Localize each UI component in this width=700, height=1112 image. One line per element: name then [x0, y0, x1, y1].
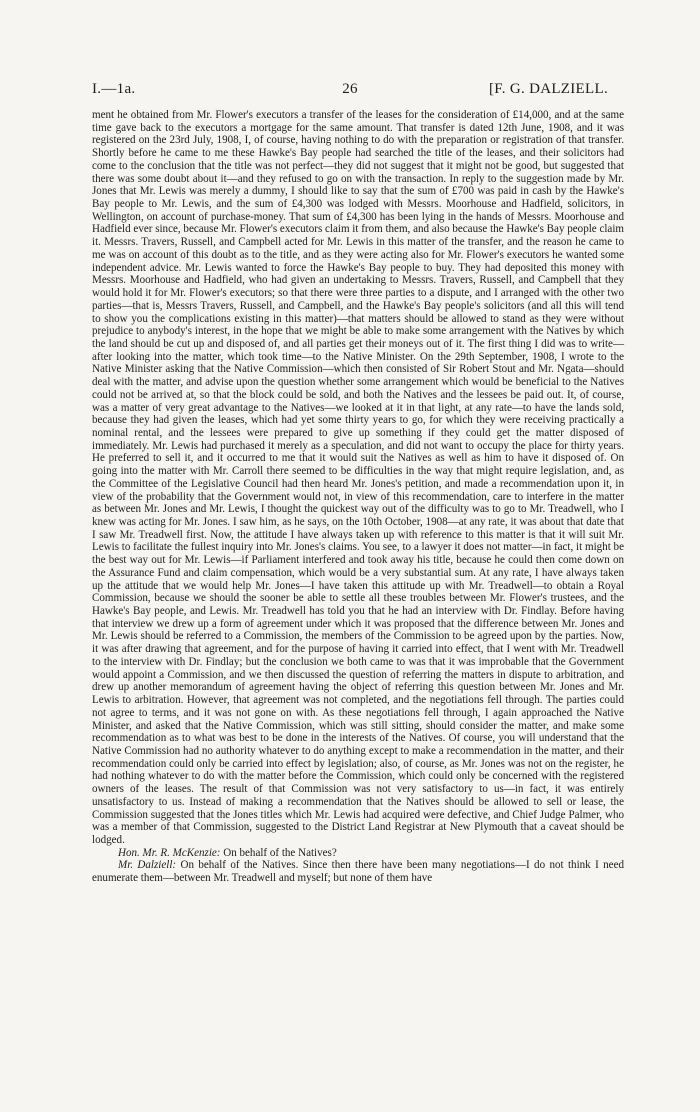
paragraph-main: [92, 109, 624, 847]
paragraph-dalziell-answer: [92, 859, 624, 884]
speaker-label-mckenzie: Hon. Mr. R. McKenzie:: [118, 846, 221, 859]
paragraph-mckenzie-question: [92, 847, 624, 860]
speaker-label-dalziell: Mr. Dalziell:: [118, 859, 177, 872]
header-page-number: 26: [342, 81, 358, 97]
paragraph-main-text: ment he obtained from Mr. Flower's executors a transfer of the leases for the consideration of £14,000, and at the same time gave back to the executors a mortgage for the same amount. That transfer is dated 12th June, 1908, and it was registered on the 23rd July, 1908, I, of course, having nothing to do with the preparation or registration of that transfer. Shortly before he came to me these Hawke's Bay people had searched the title of the leases, and their solicitors had come to the conclusion that the title was not perfect—they did not suggest that it might not be good, but suggested that there was some doubt about it—and they refused to go on with the transaction. In reply to the suggestion made by Mr. Jones that Mr. Lewis was merely a dummy, I should like to say that the sum of £700 was paid in cash by the Hawke's Bay people to Mr. Lewis, and the sum of £4,300 was lodged with Messrs. Moorhouse and Hadfield, solicitors, in Wellington, on account of purchase-money. That sum of £4,300 has been lying in the hands of Messrs. Moorhouse and Hadfield ever since, because Mr. Flower's executors claim it from them, and also because the Hawke's Bay people claim it. Messrs. Travers, Russell, and Campbell acted for Mr. Lewis in this matter of the transfer, and the reason he came to me was on account of this doubt as to the title, and as they were acting also for Mr. Flower's executors he wanted some independent advice. Mr. Lewis wanted to force the Hawke's Bay people to buy. They had deposited this money with Messrs. Moorhouse and Hadfield, who had given an undertaking to Messrs. Travers, Russell, and Campbell that they would hold it for Mr. Flower's executors; so that there were three parties to a dispute, and I arranged with the other two parties—that is, Messrs Travers, Russell, and Campbell, and the Hawke's Bay people's solicitors (and all this will tend to show you the complications existing in this matter)—that matters should be allowed to stand as they were without prejudice to anybody's interest, in the hope that we might be able to make some arrangement with the Natives by which the land should be cut up and disposed of, and all parties get their moneys out of it. The first thing I did was to write—after looking into the matter, which took time—to the Native Minister. On the 29th September, 1908, I wrote to the Native Minister asking that the Native Commission—which then consisted of Sir Robert Stout and Mr. Ngata—should deal with the matter, and advise upon the question whether some arrangement which would be beneficial to the Natives could not be arrived at, so that the block could be sold, and both the Natives and the lessees be paid out. It, of course, was a matter of very great advantage to the Natives—we looked at it in that light, at any rate—to have the lands sold, because they had given the leases, which had yet some thirty years to go, for which they were receiving practically a nominal rental, and the lessees were prepared to give up something if they could get the matter disposed of immediately. Mr. Lewis had purchased it merely as a speculation, and did not want to occupy the place for thirty years. He preferred to sell it, and it occurred to me that it would suit the Natives as well as him to have it disposed of. On going into the matter with Mr. Carroll there seemed to be difficulties in the way that might require legislation, and, as the Committee of the Legislative Council had then heard Mr. Jones's petition, and made a recommendation upon it, in view of the probability that the Government would not, in view of this recommendation, care to interfere in the matter as between Mr. Jones and Mr. Lewis, I thought the quickest way out of the difficulty was to go to Mr. Treadwell, who I knew was acting for Mr. Jones. I saw him, as he says, on the 10th October, 1908—at any rate, it was about that date that I saw Mr. Treadwell first. Now, the attitude I have always taken up with reference to this matter is that it will suit Mr. Lewis to facilitate the fullest inquiry into Mr. Jones's claims. You see, to a lawyer it does not matter—in fact, it might be the best way out for Mr. Lewis—if Parliament interfered and took away his title, because he could then come down on the Assurance Fund and claim compensation, which would be a very substantial sum. At any rate, I have always taken up the attitude that we would help Mr. Jones—I have taken this attitude up with Mr. Treadwell—to obtain a Royal Commission, because we should the sooner be able to settle all these troubles between Mr. Flower's trustees, and the Hawke's Bay people, and Lewis. Mr. Treadwell has told you that he had an interview with Dr. Findlay. Before having that interview we drew up a form of agreement under which it was proposed that the difference between Mr. Jones and Mr. Lewis should be referred to a Commission, the members of the Commission to be agreed upon by the parties. Now, it was after drawing that agreement, and for the purpose of having it carried into effect, that I went with Mr. Treadwell to the interview with Dr. Findlay; but the conclusion we both came to was that it was improbable that the Government would appoint a Commission, and we then discussed the question of referring the matters in dispute to arbitration, and drew up another memorandum of agreement having the object of referring this question between Mr. Jones and Mr. Lewis to arbitration. However, that agreement was not completed, and the negotiations fell through. The parties could not agree to terms, and it was not gone on with. As these negotiations fell through, I again approached the Native Minister, and asked that the Native Commission, which was still sitting, should consider the matter, and make some recommendation as to what was best to be done in the interests of the Natives. Of course, you will understand that the Native Commission had no authority whatever to do anything except to make a recommendation in the matter, and their recommendation could only be carried into effect by legislation; also, of course, as Mr. Jones was not on the register, he had nothing whatever to do with the matter before the Commission, which could only be concerned with the registered owners of the leases. The result of that Commission was not very satisfactory to us—in fact, it was entirely unsatisfactory to us. Instead of making a recommendation that the Natives should be allowed to sell or lease, the Commission suggested that the Jones titles which Mr. Lewis had acquired were defective, and Chief Judge Palmer, who was a member of that Commission, suggested to the District Land Registrar at New Plymouth that a caveat should be lodged.: [92, 109, 624, 846]
paragraph-dalziell-text: On behalf of the Natives. Since then there have been many negotiations—I do not think I need enumerate them—between Mr. Treadwell and myself; but none of them have: [92, 859, 624, 885]
paragraph-mckenzie-text: On behalf of the Natives?: [220, 846, 337, 859]
body-text: [92, 109, 624, 885]
header-paper-reference: I.—1a.: [92, 81, 136, 97]
header-speaker-name: [F. G. DALZIELL.: [489, 81, 608, 97]
page-header: [92, 81, 608, 101]
